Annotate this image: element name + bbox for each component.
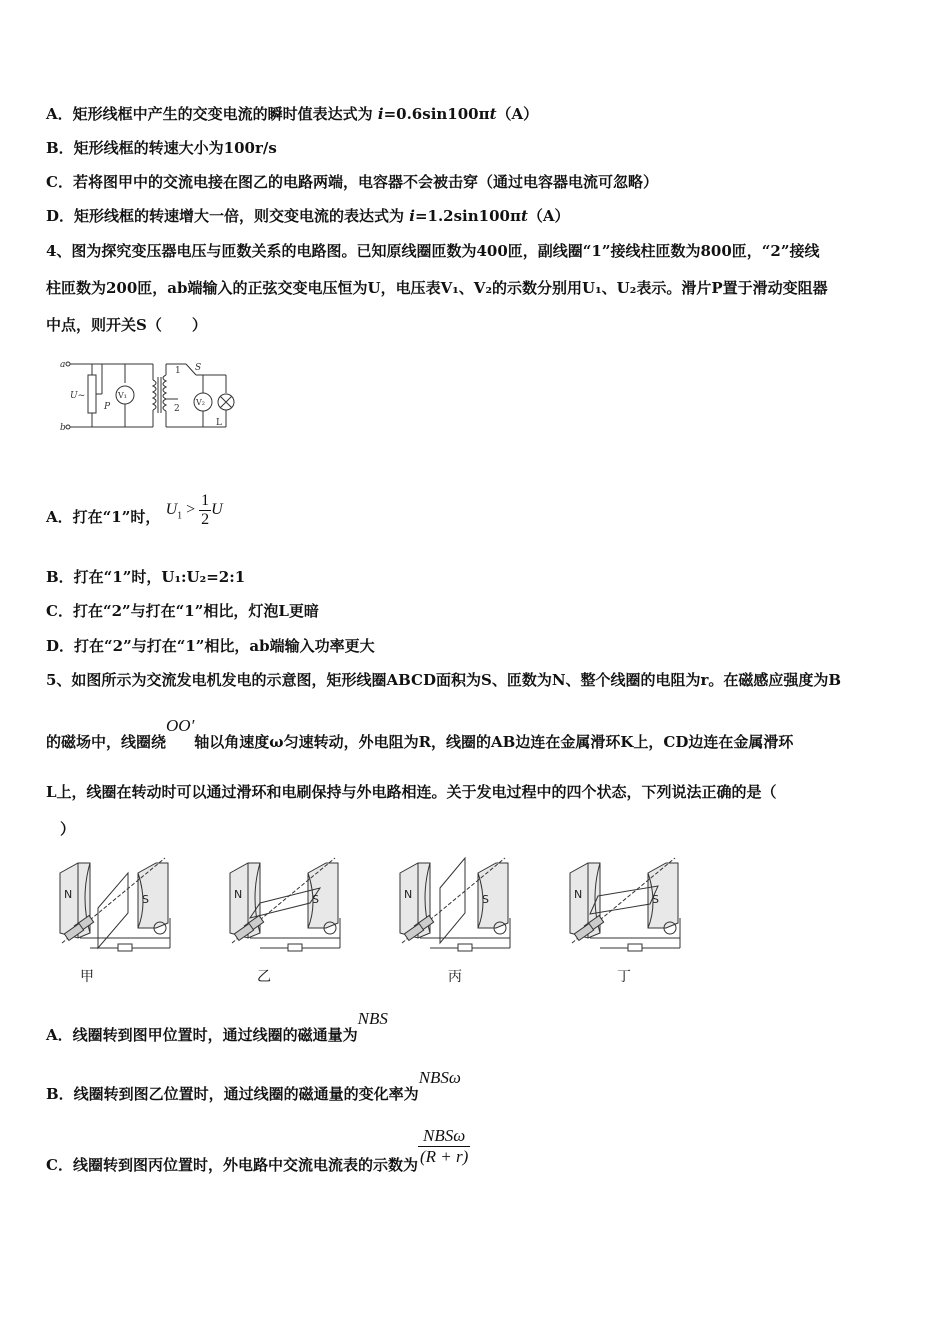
q4-option-c: C．打在“2”与打在“1”相比，灯泡L更暗 — [46, 602, 319, 620]
terminal-a-dot — [66, 362, 70, 366]
label-p: P — [104, 402, 111, 412]
q5-option-a-formula: NBS — [357, 1009, 388, 1028]
q4-option-b: B．打在“1”时，U₁:U₂=2:1 — [46, 568, 246, 586]
label-u: U~ — [70, 391, 86, 401]
q3-option-d: D．矩形线框的转速增大一倍，则交变电流的表达式为 i=1.2sin100πt（A） — [46, 207, 570, 225]
rheostat — [88, 375, 96, 413]
svg-text:N: N — [574, 888, 583, 901]
label-b: b — [60, 423, 66, 433]
svg-text:S: S — [652, 893, 659, 906]
q5-option-b-formula: NBSω — [418, 1068, 461, 1087]
label-s: S — [195, 363, 202, 373]
svg-text:N: N — [404, 888, 413, 901]
q4-option-d: D．打在“2”与打在“1”相比，ab端输入功率更大 — [46, 637, 375, 655]
q3-option-b: B．矩形线框的转速大小为100r/s — [46, 139, 277, 157]
figure-caption-jia: 甲 — [80, 969, 94, 985]
label-l: L — [216, 418, 222, 428]
svg-text:N: N — [64, 888, 73, 901]
label-2: 2 — [174, 404, 180, 414]
generator-figure-bing — [400, 858, 510, 951]
svg-text:S: S — [142, 893, 149, 906]
q5-stem-line3: L上，线圈在转动时可以通过滑环和电刷保持与外电路相连。关于发电过程中的四个状态，下列说法正确的是（ — [46, 783, 777, 801]
generator-figure-jia — [60, 858, 170, 951]
q4-option-a-formula: $U_1$ > $\frac{1}{2}$ U — [165, 492, 223, 528]
q4-stem-line3: 中点，则开关S（ ） — [46, 316, 207, 334]
label-v2: V₂ — [196, 398, 205, 407]
figure-caption-yi: 乙 — [257, 969, 271, 985]
q5-stem-line2: 的磁场中，线圈绕OO′轴以角速度ω匀速转动，外电阻为R，线圈的AB边连在金属滑环K上，CD边连在金属滑环 — [46, 716, 794, 751]
svg-text:N: N — [234, 888, 243, 901]
transformer-circuit-figure — [58, 355, 248, 437]
q5-option-c: C．线圈转到图丙位置时，外电路中交流电流表的示数为 $\frac{\text{NBSω}}{(R + r)}$ — [46, 1126, 469, 1174]
q4-stem-line1: 4、图为探究变压器电压与匝数关系的电路图。已知原线圈匝数为400匝，副线圈“1”接线柱匝数为800匝，“2”接线 — [46, 242, 820, 260]
q4-stem-line2: 柱匝数为200匝，ab端输入的正弦交变电压恒为U，电压表V₁、V₂的示数分别用U₁、U₂表示。滑片P置于滑动变阻器 — [46, 279, 828, 297]
generator-figure-ding — [570, 858, 680, 951]
q3-option-a: A．矩形线框中产生的交变电流的瞬时值表达式为 i=0.6sin100πt（A） — [46, 105, 539, 123]
secondary-coil — [163, 375, 166, 411]
figure-caption-bing: 丙 — [448, 969, 462, 985]
q5-option-c-formula: $\frac{\text{NBSω}}{(R + r)}$ — [419, 1126, 469, 1166]
q5-stem-line4: ） — [60, 820, 76, 838]
primary-coil — [153, 380, 156, 410]
generator-figures — [50, 848, 690, 968]
label-a: a — [60, 360, 66, 370]
svg-text:S: S — [482, 893, 489, 906]
q5-option-a: A．线圈转到图甲位置时，通过线圈的磁通量为NBS — [46, 1009, 388, 1044]
generator-figure-yi — [230, 858, 340, 951]
figure-caption-ding: 丁 — [617, 969, 631, 985]
label-v1: V₁ — [118, 391, 127, 400]
terminal-b-dot — [66, 425, 70, 429]
q5-stem-line1: 5、如图所示为交流发电机发电的示意图，矩形线圈ABCD面积为S、匝数为N、整个线圈的电阻为r。在磁感应强度为B — [46, 671, 842, 689]
svg-text:S: S — [312, 893, 319, 906]
axis-oo-symbol: OO′ — [166, 716, 195, 735]
label-1: 1 — [175, 366, 181, 376]
q3-option-c: C．若将图甲中的交流电接在图乙的电路两端，电容器不会被击穿（通过电容器电流可忽略） — [46, 173, 658, 191]
q4-option-a: A．打在“1”时， $U_1$ > $\frac{1}{2}$ U — [46, 492, 223, 528]
q5-option-b: B．线圈转到图乙位置时，通过线圈的磁通量的变化率为NBSω — [46, 1068, 461, 1103]
